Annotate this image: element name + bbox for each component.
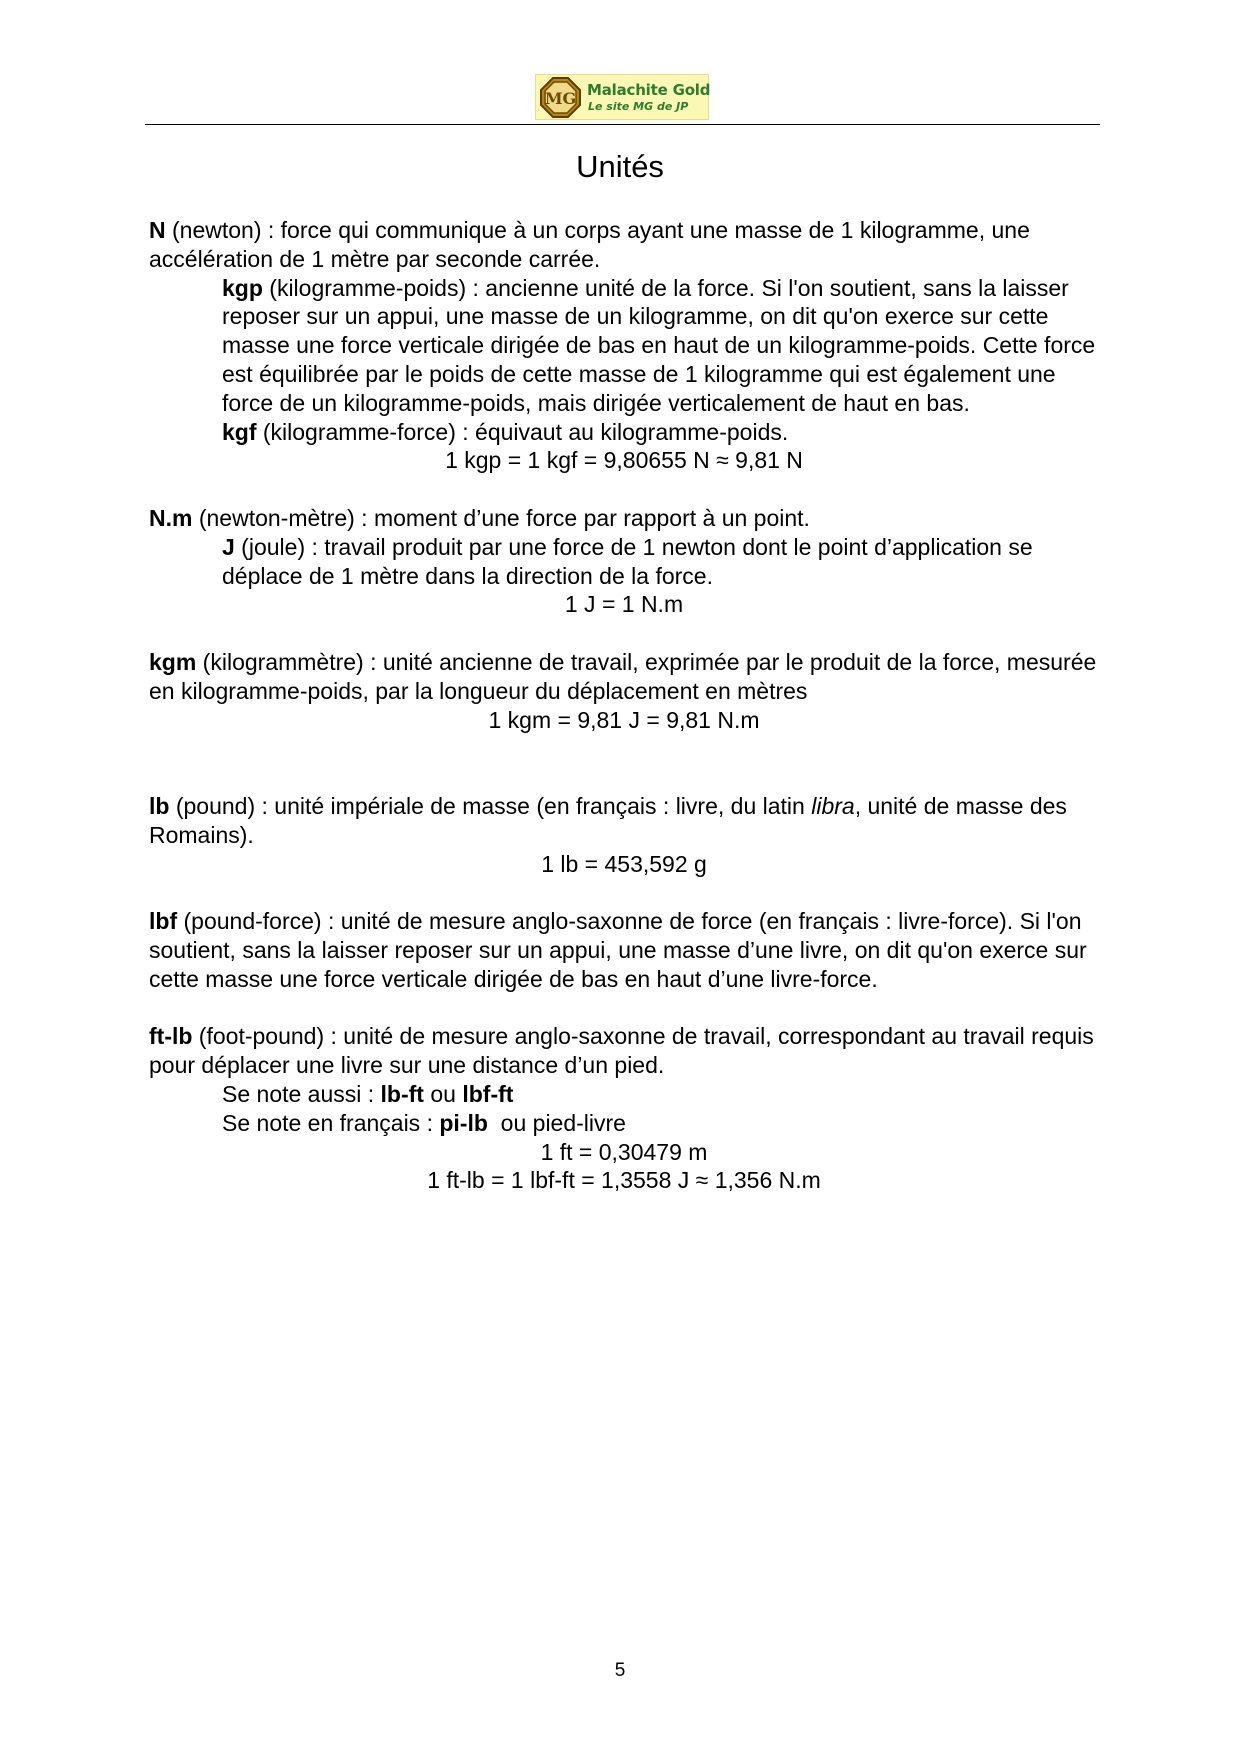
term-j: J <box>222 533 235 560</box>
spacer <box>149 878 1099 907</box>
equation-lb: 1 lb = 453,592 g <box>541 850 707 877</box>
spacer <box>149 994 1099 1023</box>
page-number: 5 <box>614 1660 626 1681</box>
notation-francais: Se note en français : pi-lb ou pied-livre <box>222 1109 626 1136</box>
spacer <box>149 619 1099 648</box>
equation-ft: 1 ft = 0,30479 m <box>540 1138 708 1165</box>
term-lbf-ft: lbf-ft <box>462 1080 514 1107</box>
term-nm: N.m <box>149 504 193 531</box>
newton-metre-definition: N.m (newton-mètre) : moment d’une force par rapport à un point. <box>149 504 810 531</box>
kgm-definition: kgm (kilogrammètre) : unité ancienne de travail, exprimée par le produit de la force, mesurée en kilogramme-poids, par la longueur du déplacement en mètres <box>149 648 1097 704</box>
term-lb-ft: lb-ft <box>380 1080 424 1107</box>
joule-definition: J (joule) : travail produit par une force de 1 newton dont le point d’application se déplace de 1 mètre dans la direction de la force. <box>222 533 1033 589</box>
page-title: Unités <box>576 149 664 184</box>
logo-subtitle: Le site MG de JP <box>588 100 689 113</box>
spacer <box>149 475 1099 504</box>
document-body <box>149 216 1099 1195</box>
term-lb: lb <box>149 792 170 819</box>
kgp-definition: kgp (kilogramme-poids) : ancienne unité de la force. Si l'on soutient, sans la laisser reposer sur un appui, une masse de un kilogramme, on dit qu'on exerce sur cette masse une force verticale dirigée de bas en haut de un kilogramme-poids. Cette force est équilibrée par le poids de cette masse de 1 kilogramme qui est également une force de un kilogramme-poids, mais dirigée verticalement de haut en bas. <box>222 274 1096 416</box>
term-pi-lb: pi-lb <box>439 1109 488 1136</box>
foot-pound-definition: ft-lb (foot-pound) : unité de mesure anglo-saxonne de travail, correspondant au travail requis pour déplacer une livre sur une distance d’un pied. <box>149 1023 1094 1079</box>
spacer <box>149 734 1099 792</box>
term-ft-lb: ft-lb <box>149 1023 193 1050</box>
term-lbf: lbf <box>149 908 178 935</box>
mg-badge-icon <box>540 77 581 118</box>
pound-force-definition: lbf (pound-force) : unité de mesure anglo-saxonne de force (en français : livre-force). Si l'on soutient, sans la laisser reposer sur un appui, une masse d’une livre, on dit qu'on exerce sur cette masse une force verticale dirigée de bas en haut d’une livre-force. <box>149 908 1087 992</box>
logo-badge-text: MG <box>544 89 577 108</box>
equation-ft-lb: 1 ft-lb = 1 lbf-ft = 1,3558 J ≈ 1,356 N.m <box>427 1167 821 1194</box>
latin-word: libra <box>811 792 855 819</box>
logo-title: Malachite Gold <box>587 81 711 99</box>
site-logo <box>535 74 709 120</box>
kgf-definition: kgf (kilogramme-force) : équivaut au kilogramme-poids. <box>222 418 789 445</box>
term-kgf: kgf <box>222 418 257 445</box>
pound-definition: lb (pound) : unité impériale de masse (en français : livre, du latin libra, unité de masse des Romains). <box>149 792 1067 848</box>
equation-kgp: 1 kgp = 1 kgf = 9,80655 N ≈ 9,81 N <box>445 447 803 474</box>
notation-aussi: Se note aussi : lb-ft ou lbf-ft <box>222 1080 514 1107</box>
newton-definition: N (newton) : force qui communique à un corps ayant une masse de 1 kilogramme, une accélération de 1 mètre par seconde carrée. <box>149 217 1030 272</box>
term-n: N <box>149 217 166 243</box>
term-kgm: kgm <box>149 648 197 675</box>
equation-joule: 1 J = 1 N.m <box>564 591 684 618</box>
equation-kgm: 1 kgm = 9,81 J = 9,81 N.m <box>488 706 760 733</box>
term-kgp: kgp <box>222 274 263 301</box>
page-header <box>145 74 1100 125</box>
